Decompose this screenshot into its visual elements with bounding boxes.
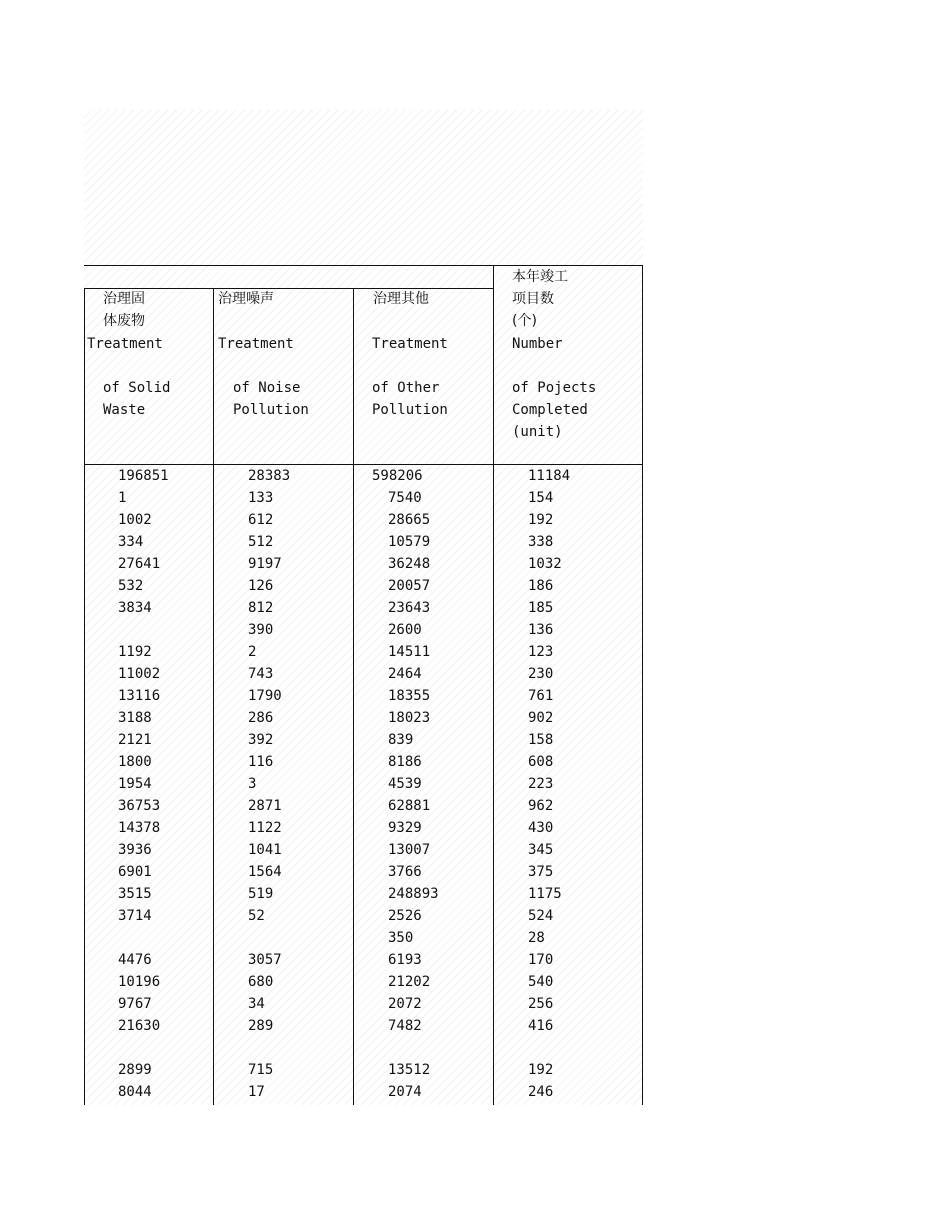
table-cell: 116 bbox=[248, 754, 274, 770]
table-cell: 1800 bbox=[118, 754, 152, 770]
table-cell: 3515 bbox=[118, 886, 152, 902]
table-cell: 3057 bbox=[248, 952, 282, 968]
table-cell: 13116 bbox=[118, 688, 161, 704]
table-cell: 338 bbox=[528, 534, 554, 550]
table-cell: 3714 bbox=[118, 908, 152, 924]
table-cell: 962 bbox=[528, 798, 554, 814]
table-cell: 1041 bbox=[248, 842, 282, 858]
header-col3-zh1: 治理其他 bbox=[373, 291, 429, 307]
table-cell: 1564 bbox=[248, 864, 282, 880]
table-cell: 2464 bbox=[388, 666, 422, 682]
table-cell: 223 bbox=[528, 776, 554, 792]
table-cell: 7540 bbox=[388, 490, 422, 506]
table-cell: 154 bbox=[528, 490, 554, 506]
table-cell: 133 bbox=[248, 490, 274, 506]
table-cell: 345 bbox=[528, 842, 554, 858]
table-cell: 1002 bbox=[118, 512, 152, 528]
table-cell: 1122 bbox=[248, 820, 282, 836]
table-cell: 1032 bbox=[528, 556, 562, 572]
table-cell: 2074 bbox=[388, 1084, 422, 1100]
table-cell: 9329 bbox=[388, 820, 422, 836]
table-cell: 540 bbox=[528, 974, 554, 990]
table-cell: 123 bbox=[528, 644, 554, 660]
table-cell: 1790 bbox=[248, 688, 282, 704]
table-cell: 2899 bbox=[118, 1062, 152, 1078]
header-sub-rule bbox=[84, 288, 493, 289]
table-cell: 2121 bbox=[118, 732, 152, 748]
table-cell: 230 bbox=[528, 666, 554, 682]
col-divider-2 bbox=[353, 288, 354, 1105]
table-cell: 6193 bbox=[388, 952, 422, 968]
table-cell: 743 bbox=[248, 666, 274, 682]
table-cell: 28 bbox=[528, 930, 545, 946]
table-cell: 17 bbox=[248, 1084, 265, 1100]
table-cell: 14378 bbox=[118, 820, 161, 836]
table-cell: 3766 bbox=[388, 864, 422, 880]
table-cell: 1954 bbox=[118, 776, 152, 792]
table-cell: 390 bbox=[248, 622, 274, 638]
table-cell: 62881 bbox=[388, 798, 431, 814]
table-cell: 680 bbox=[248, 974, 274, 990]
table-cell: 36248 bbox=[388, 556, 431, 572]
table-cell: 761 bbox=[528, 688, 554, 704]
table-cell: 10196 bbox=[118, 974, 161, 990]
header-col4-zh2: 项目数 bbox=[512, 291, 554, 307]
table-cell: 23643 bbox=[388, 600, 431, 616]
table-cell: 52 bbox=[248, 908, 265, 924]
table-cell: 136 bbox=[528, 622, 554, 638]
table-cell: 18355 bbox=[388, 688, 431, 704]
table-cell: 256 bbox=[528, 996, 554, 1012]
table-cell: 608 bbox=[528, 754, 554, 770]
table-cell: 196851 bbox=[118, 468, 169, 484]
table-cell: 18023 bbox=[388, 710, 431, 726]
table-cell: 524 bbox=[528, 908, 554, 924]
table-cell: 416 bbox=[528, 1018, 554, 1034]
header-col2-en1: Treatment bbox=[218, 336, 294, 352]
header-col2-en2: of Noise bbox=[233, 380, 301, 396]
sheet-background bbox=[84, 110, 643, 1105]
table-cell: 715 bbox=[248, 1062, 274, 1078]
table-cell: 532 bbox=[118, 578, 144, 594]
table-cell: 2871 bbox=[248, 798, 282, 814]
table-cell: 2526 bbox=[388, 908, 422, 924]
table-cell: 392 bbox=[248, 732, 274, 748]
header-col1-en3: Waste bbox=[103, 402, 146, 418]
table-cell: 512 bbox=[248, 534, 274, 550]
table-cell: 27641 bbox=[118, 556, 161, 572]
table-cell: 4539 bbox=[388, 776, 422, 792]
table-cell: 246 bbox=[528, 1084, 554, 1100]
header-col1-zh1: 治理固 bbox=[103, 291, 145, 307]
col-divider-3 bbox=[493, 265, 494, 1105]
header-col4-en2: of Pojects bbox=[512, 380, 597, 396]
table-cell: 3936 bbox=[118, 842, 152, 858]
header-col2-zh1: 治理噪声 bbox=[218, 291, 274, 307]
table-cell: 186 bbox=[528, 578, 554, 594]
table-cell: 185 bbox=[528, 600, 554, 616]
table-cell: 3834 bbox=[118, 600, 152, 616]
table-cell: 21202 bbox=[388, 974, 431, 990]
table-cell: 192 bbox=[528, 1062, 554, 1078]
header-col3-en2: of Other bbox=[372, 380, 440, 396]
table-cell: 28383 bbox=[248, 468, 291, 484]
header-col4-en4: (unit) bbox=[512, 424, 563, 440]
table-cell: 11002 bbox=[118, 666, 161, 682]
header-col4-en3: Completed bbox=[512, 402, 588, 418]
table-cell: 21630 bbox=[118, 1018, 161, 1034]
table-cell: 3 bbox=[248, 776, 257, 792]
table-cell: 612 bbox=[248, 512, 274, 528]
table-cell: 9767 bbox=[118, 996, 152, 1012]
table-cell: 10579 bbox=[388, 534, 431, 550]
table-cell: 2072 bbox=[388, 996, 422, 1012]
table-cell: 192 bbox=[528, 512, 554, 528]
table-cell: 13007 bbox=[388, 842, 431, 858]
table-cell: 519 bbox=[248, 886, 274, 902]
col-divider-left bbox=[84, 288, 85, 1105]
table-cell: 8044 bbox=[118, 1084, 152, 1100]
table-cell: 1192 bbox=[118, 644, 152, 660]
table-cell: 902 bbox=[528, 710, 554, 726]
table-cell: 9197 bbox=[248, 556, 282, 572]
table-cell: 839 bbox=[388, 732, 414, 748]
table-cell: 286 bbox=[248, 710, 274, 726]
header-col4-zh3: (个) bbox=[512, 313, 537, 329]
table-cell: 126 bbox=[248, 578, 274, 594]
table-cell: 7482 bbox=[388, 1018, 422, 1034]
table-cell: 3188 bbox=[118, 710, 152, 726]
table-cell: 170 bbox=[528, 952, 554, 968]
header-col1-en1: Treatment bbox=[87, 336, 163, 352]
table-cell: 1175 bbox=[528, 886, 562, 902]
table-cell: 248893 bbox=[388, 886, 439, 902]
header-col2-en3: Pollution bbox=[233, 402, 309, 418]
table-cell: 334 bbox=[118, 534, 144, 550]
table-cell: 1 bbox=[118, 490, 127, 506]
table-cell: 598206 bbox=[372, 468, 423, 484]
header-col4-zh1: 本年竣工 bbox=[512, 269, 568, 285]
table-cell: 158 bbox=[528, 732, 554, 748]
header-col1-en2: of Solid bbox=[103, 380, 171, 396]
header-col3-en3: Pollution bbox=[372, 402, 448, 418]
table-cell: 6901 bbox=[118, 864, 152, 880]
table-cell: 13512 bbox=[388, 1062, 431, 1078]
table-cell: 375 bbox=[528, 864, 554, 880]
table-cell: 2 bbox=[248, 644, 257, 660]
table-cell: 11184 bbox=[528, 468, 571, 484]
table-cell: 8186 bbox=[388, 754, 422, 770]
table-cell: 2600 bbox=[388, 622, 422, 638]
header-col3-en1: Treatment bbox=[372, 336, 448, 352]
table-cell: 14511 bbox=[388, 644, 431, 660]
header-col1-zh2: 体废物 bbox=[103, 313, 145, 329]
table-cell: 20057 bbox=[388, 578, 431, 594]
col-divider-1 bbox=[213, 288, 214, 1105]
table-cell: 289 bbox=[248, 1018, 274, 1034]
table-cell: 812 bbox=[248, 600, 274, 616]
table-cell: 350 bbox=[388, 930, 414, 946]
table-cell: 4476 bbox=[118, 952, 152, 968]
table-cell: 34 bbox=[248, 996, 265, 1012]
col-divider-right bbox=[642, 265, 643, 1105]
table-cell: 36753 bbox=[118, 798, 161, 814]
header-col4-en1: Number bbox=[512, 336, 563, 352]
table-cell: 430 bbox=[528, 820, 554, 836]
table-cell: 28665 bbox=[388, 512, 431, 528]
